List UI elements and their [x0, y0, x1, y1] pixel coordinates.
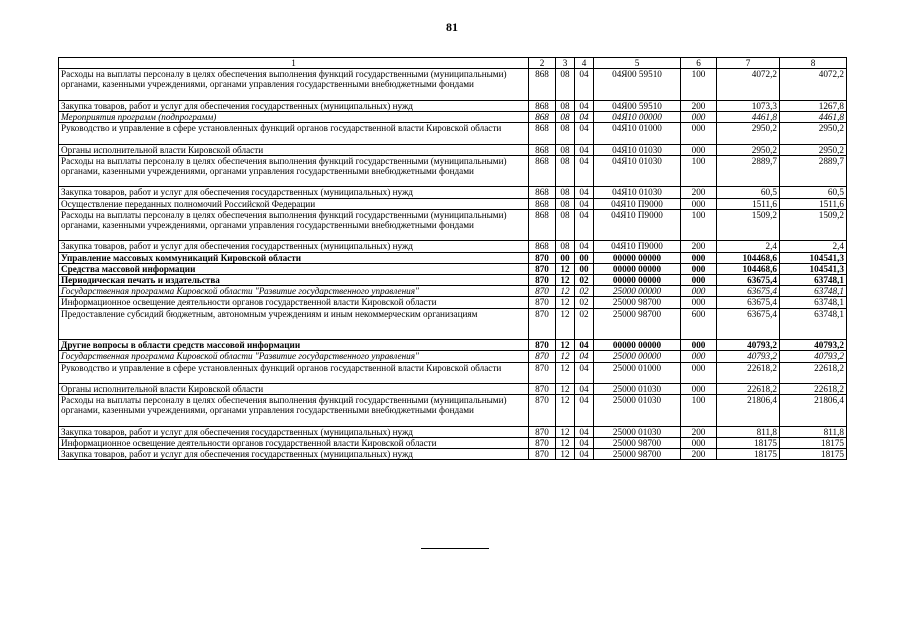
target-article-code: 04Я10 01000: [594, 123, 681, 144]
amount-year-1: 22618,2: [717, 384, 780, 395]
target-article-code: 25000 98700: [594, 438, 681, 449]
ministry-code: 870: [529, 362, 556, 383]
expense-type-code: 000: [681, 362, 717, 383]
section-code: 08: [556, 144, 575, 155]
expense-type-code: 000: [681, 198, 717, 209]
ministry-code: 870: [529, 340, 556, 351]
item-name: Закупка товаров, работ и услуг для обеспечения государственных (муниципальных) нужд: [59, 100, 529, 111]
item-name: Руководство и управление в сфере установленных функций органов государственной власти Кировской области: [59, 123, 529, 144]
item-name: Руководство и управление в сфере установленных функций органов государственной власти Кировской области: [59, 362, 529, 383]
target-article-code: 25000 98700: [594, 297, 681, 308]
subsection-code: 04: [575, 187, 594, 198]
section-code: 08: [556, 112, 575, 123]
table-row: [59, 384, 847, 395]
expense-type-code: 600: [681, 308, 717, 340]
section-code: 12: [556, 308, 575, 340]
item-name: Осуществление переданных полномочий Российской Федерации: [59, 198, 529, 209]
expense-type-code: 100: [681, 209, 717, 241]
section-code: 08: [556, 187, 575, 198]
target-article-code: 04Я10 П9000: [594, 198, 681, 209]
target-article-code: 04Я00 59510: [594, 100, 681, 111]
subsection-code: 00: [575, 252, 594, 263]
ministry-code: 870: [529, 275, 556, 286]
ministry-code: 868: [529, 209, 556, 241]
target-article-code: 25000 98700: [594, 308, 681, 340]
target-article-code: 25000 00000: [594, 351, 681, 362]
column-header: 1: [59, 58, 529, 69]
table-row: [59, 351, 847, 362]
ministry-code: 868: [529, 155, 556, 187]
item-name: Органы исполнительной власти Кировской области: [59, 384, 529, 395]
section-code: 12: [556, 275, 575, 286]
amount-year-2: 22618,2: [780, 384, 847, 395]
expense-type-code: 000: [681, 340, 717, 351]
table-row: [59, 100, 847, 111]
item-name: Государственная программа Кировской области "Развитие государственного управления": [59, 286, 529, 297]
subsection-code: 04: [575, 362, 594, 383]
expense-type-code: 100: [681, 69, 717, 101]
table-row: [59, 144, 847, 155]
amount-year-2: 21806,4: [780, 395, 847, 427]
table-row: [59, 426, 847, 437]
amount-year-2: 22618,2: [780, 362, 847, 383]
amount-year-1: 4072,2: [717, 69, 780, 101]
subsection-code: 04: [575, 155, 594, 187]
ministry-code: 870: [529, 351, 556, 362]
amount-year-1: 2950,2: [717, 123, 780, 144]
expense-type-code: 000: [681, 263, 717, 274]
amount-year-2: 4072,2: [780, 69, 847, 101]
section-code: 08: [556, 198, 575, 209]
subsection-code: 04: [575, 340, 594, 351]
subsection-code: 04: [575, 123, 594, 144]
amount-year-1: 22618,2: [717, 362, 780, 383]
item-name: Расходы на выплаты персоналу в целях обеспечения выполнения функций государственными (муниципальными) органами, казенными учреждениями, органами управления государственными внебюджетными фондами: [59, 395, 529, 427]
amount-year-2: 1267,8: [780, 100, 847, 111]
ministry-code: 870: [529, 308, 556, 340]
amount-year-2: 63748,1: [780, 308, 847, 340]
section-code: 12: [556, 449, 575, 460]
ministry-code: 868: [529, 100, 556, 111]
amount-year-2: 4461,8: [780, 112, 847, 123]
item-name: Информационное освещение деятельности органов государственной власти Кировской области: [59, 297, 529, 308]
amount-year-1: 2889,7: [717, 155, 780, 187]
table-row: [59, 438, 847, 449]
ministry-code: 870: [529, 297, 556, 308]
target-article-code: 04Я10 01030: [594, 187, 681, 198]
item-name: Информационное освещение деятельности органов государственной власти Кировской области: [59, 438, 529, 449]
amount-year-1: 1073,3: [717, 100, 780, 111]
item-name: Мероприятия программ (подпрограмм): [59, 112, 529, 123]
amount-year-2: 811,8: [780, 426, 847, 437]
table-row: [59, 112, 847, 123]
subsection-code: 02: [575, 286, 594, 297]
item-name: Расходы на выплаты персоналу в целях обеспечения выполнения функций государственными (муниципальными) органами, казенными учреждениями, органами управления государственными внебюджетными фондами: [59, 209, 529, 241]
table-row: [59, 123, 847, 144]
subsection-code: 04: [575, 144, 594, 155]
section-code: 12: [556, 340, 575, 351]
target-article-code: 00000 00000: [594, 252, 681, 263]
column-header: 5: [594, 58, 681, 69]
target-article-code: 04Я10 01030: [594, 155, 681, 187]
ministry-code: 870: [529, 426, 556, 437]
expense-type-code: 000: [681, 438, 717, 449]
ministry-code: 870: [529, 395, 556, 427]
budget-table: [58, 57, 847, 460]
amount-year-2: 63748,1: [780, 286, 847, 297]
section-code: 08: [556, 155, 575, 187]
item-name: Предоставление субсидий бюджетным, автономным учреждениям и иным некоммерческим организациям: [59, 308, 529, 340]
amount-year-2: 40793,2: [780, 351, 847, 362]
target-article-code: 00000 00000: [594, 340, 681, 351]
section-code: 12: [556, 263, 575, 274]
table-body: [59, 69, 847, 460]
target-article-code: 25000 01000: [594, 362, 681, 383]
table-row: [59, 69, 847, 101]
expense-type-code: 000: [681, 275, 717, 286]
amount-year-2: 1509,2: [780, 209, 847, 241]
target-article-code: 25000 01030: [594, 384, 681, 395]
target-article-code: 04Я10 П9000: [594, 241, 681, 252]
subsection-code: 00: [575, 263, 594, 274]
amount-year-1: 63675,4: [717, 308, 780, 340]
table-row: [59, 275, 847, 286]
expense-type-code: 000: [681, 123, 717, 144]
item-name: Государственная программа Кировской области "Развитие государственного управления": [59, 351, 529, 362]
section-code: 12: [556, 395, 575, 427]
footer-line: [421, 548, 489, 549]
section-code: 12: [556, 351, 575, 362]
ministry-code: 868: [529, 112, 556, 123]
amount-year-1: 811,8: [717, 426, 780, 437]
amount-year-1: 2950,2: [717, 144, 780, 155]
item-name: Закупка товаров, работ и услуг для обеспечения государственных (муниципальных) нужд: [59, 241, 529, 252]
subsection-code: 04: [575, 100, 594, 111]
ministry-code: 870: [529, 286, 556, 297]
amount-year-1: 104468,6: [717, 252, 780, 263]
expense-type-code: 000: [681, 297, 717, 308]
section-code: 12: [556, 384, 575, 395]
item-name: Периодическая печать и издательства: [59, 275, 529, 286]
table-row: [59, 395, 847, 427]
amount-year-2: 60,5: [780, 187, 847, 198]
subsection-code: 04: [575, 384, 594, 395]
table-row: [59, 308, 847, 340]
amount-year-1: 63675,4: [717, 286, 780, 297]
amount-year-2: 18175: [780, 449, 847, 460]
subsection-code: 04: [575, 395, 594, 427]
section-code: 12: [556, 297, 575, 308]
expense-type-code: 000: [681, 144, 717, 155]
section-code: 08: [556, 209, 575, 241]
amount-year-2: 40793,2: [780, 340, 847, 351]
ministry-code: 868: [529, 187, 556, 198]
amount-year-2: 1511,6: [780, 198, 847, 209]
item-name: Закупка товаров, работ и услуг для обеспечения государственных (муниципальных) нужд: [59, 426, 529, 437]
table-row: [59, 340, 847, 351]
subsection-code: 04: [575, 69, 594, 101]
amount-year-1: 63675,4: [717, 275, 780, 286]
ministry-code: 868: [529, 144, 556, 155]
column-header: 2: [529, 58, 556, 69]
column-header: 7: [717, 58, 780, 69]
amount-year-1: 1509,2: [717, 209, 780, 241]
subsection-code: 04: [575, 112, 594, 123]
section-code: 12: [556, 286, 575, 297]
table-row: [59, 362, 847, 383]
amount-year-1: 18175: [717, 438, 780, 449]
expense-type-code: 000: [681, 384, 717, 395]
header-row: [59, 58, 847, 69]
target-article-code: 04Я00 59510: [594, 69, 681, 101]
expense-type-code: 000: [681, 351, 717, 362]
table-row: [59, 155, 847, 187]
amount-year-1: 1511,6: [717, 198, 780, 209]
expense-type-code: 100: [681, 395, 717, 427]
subsection-code: 04: [575, 241, 594, 252]
ministry-code: 870: [529, 263, 556, 274]
subsection-code: 04: [575, 438, 594, 449]
table-row: [59, 209, 847, 241]
amount-year-1: 60,5: [717, 187, 780, 198]
expense-type-code: 200: [681, 100, 717, 111]
amount-year-1: 40793,2: [717, 351, 780, 362]
table-row: [59, 263, 847, 274]
table-row: [59, 286, 847, 297]
ministry-code: 868: [529, 198, 556, 209]
ministry-code: 868: [529, 69, 556, 101]
table-row: [59, 252, 847, 263]
subsection-code: 02: [575, 275, 594, 286]
ministry-code: 868: [529, 123, 556, 144]
target-article-code: 04Я10 01030: [594, 144, 681, 155]
subsection-code: 02: [575, 297, 594, 308]
item-name: Закупка товаров, работ и услуг для обеспечения государственных (муниципальных) нужд: [59, 449, 529, 460]
amount-year-2: 104541,3: [780, 252, 847, 263]
section-code: 12: [556, 438, 575, 449]
subsection-code: 04: [575, 449, 594, 460]
expense-type-code: 200: [681, 241, 717, 252]
target-article-code: 00000 00000: [594, 275, 681, 286]
table-row: [59, 449, 847, 460]
amount-year-2: 2950,2: [780, 144, 847, 155]
target-article-code: 25000 01030: [594, 426, 681, 437]
expense-type-code: 100: [681, 155, 717, 187]
item-name: Закупка товаров, работ и услуг для обеспечения государственных (муниципальных) нужд: [59, 187, 529, 198]
section-code: 08: [556, 100, 575, 111]
column-header: 4: [575, 58, 594, 69]
column-header: 3: [556, 58, 575, 69]
amount-year-1: 63675,4: [717, 297, 780, 308]
section-code: 12: [556, 426, 575, 437]
subsection-code: 04: [575, 426, 594, 437]
ministry-code: 868: [529, 241, 556, 252]
subsection-code: 04: [575, 351, 594, 362]
amount-year-2: 104541,3: [780, 263, 847, 274]
expense-type-code: 200: [681, 426, 717, 437]
item-name: Расходы на выплаты персоналу в целях обеспечения выполнения функций государственными (муниципальными) органами, казенными учреждениями, органами управления государственными внебюджетными фондами: [59, 155, 529, 187]
target-article-code: 04Я10 П9000: [594, 209, 681, 241]
target-article-code: 00000 00000: [594, 263, 681, 274]
expense-type-code: 200: [681, 449, 717, 460]
table-row: [59, 187, 847, 198]
expense-type-code: 000: [681, 112, 717, 123]
item-name: Управление массовых коммуникаций Кировской области: [59, 252, 529, 263]
section-code: 08: [556, 69, 575, 101]
item-name: Другие вопросы в области средств массовой информации: [59, 340, 529, 351]
page-number: 81: [446, 20, 458, 34]
table-row: [59, 241, 847, 252]
amount-year-1: 104468,6: [717, 263, 780, 274]
item-name: Расходы на выплаты персоналу в целях обеспечения выполнения функций государственными (муниципальными) органами, казенными учреждениями, органами управления государственными внебюджетными фондами: [59, 69, 529, 101]
subsection-code: 04: [575, 198, 594, 209]
amount-year-2: 2950,2: [780, 123, 847, 144]
item-name: Органы исполнительной власти Кировской области: [59, 144, 529, 155]
amount-year-1: 4461,8: [717, 112, 780, 123]
column-header: 8: [780, 58, 847, 69]
amount-year-1: 21806,4: [717, 395, 780, 427]
subsection-code: 04: [575, 209, 594, 241]
amount-year-2: 63748,1: [780, 275, 847, 286]
target-article-code: 25000 01030: [594, 395, 681, 427]
section-code: 00: [556, 252, 575, 263]
amount-year-2: 2,4: [780, 241, 847, 252]
target-article-code: 04Я10 00000: [594, 112, 681, 123]
section-code: 12: [556, 362, 575, 383]
expense-type-code: 000: [681, 252, 717, 263]
amount-year-2: 18175: [780, 438, 847, 449]
section-code: 08: [556, 123, 575, 144]
column-header: 6: [681, 58, 717, 69]
amount-year-2: 2889,7: [780, 155, 847, 187]
ministry-code: 870: [529, 384, 556, 395]
table-row: [59, 297, 847, 308]
amount-year-1: 2,4: [717, 241, 780, 252]
target-article-code: 25000 98700: [594, 449, 681, 460]
amount-year-1: 18175: [717, 449, 780, 460]
section-code: 08: [556, 241, 575, 252]
expense-type-code: 200: [681, 187, 717, 198]
ministry-code: 870: [529, 438, 556, 449]
item-name: Средства массовой информации: [59, 263, 529, 274]
amount-year-1: 40793,2: [717, 340, 780, 351]
amount-year-2: 63748,1: [780, 297, 847, 308]
expense-type-code: 000: [681, 286, 717, 297]
target-article-code: 25000 00000: [594, 286, 681, 297]
ministry-code: 870: [529, 252, 556, 263]
subsection-code: 02: [575, 308, 594, 340]
ministry-code: 870: [529, 449, 556, 460]
table-row: [59, 198, 847, 209]
